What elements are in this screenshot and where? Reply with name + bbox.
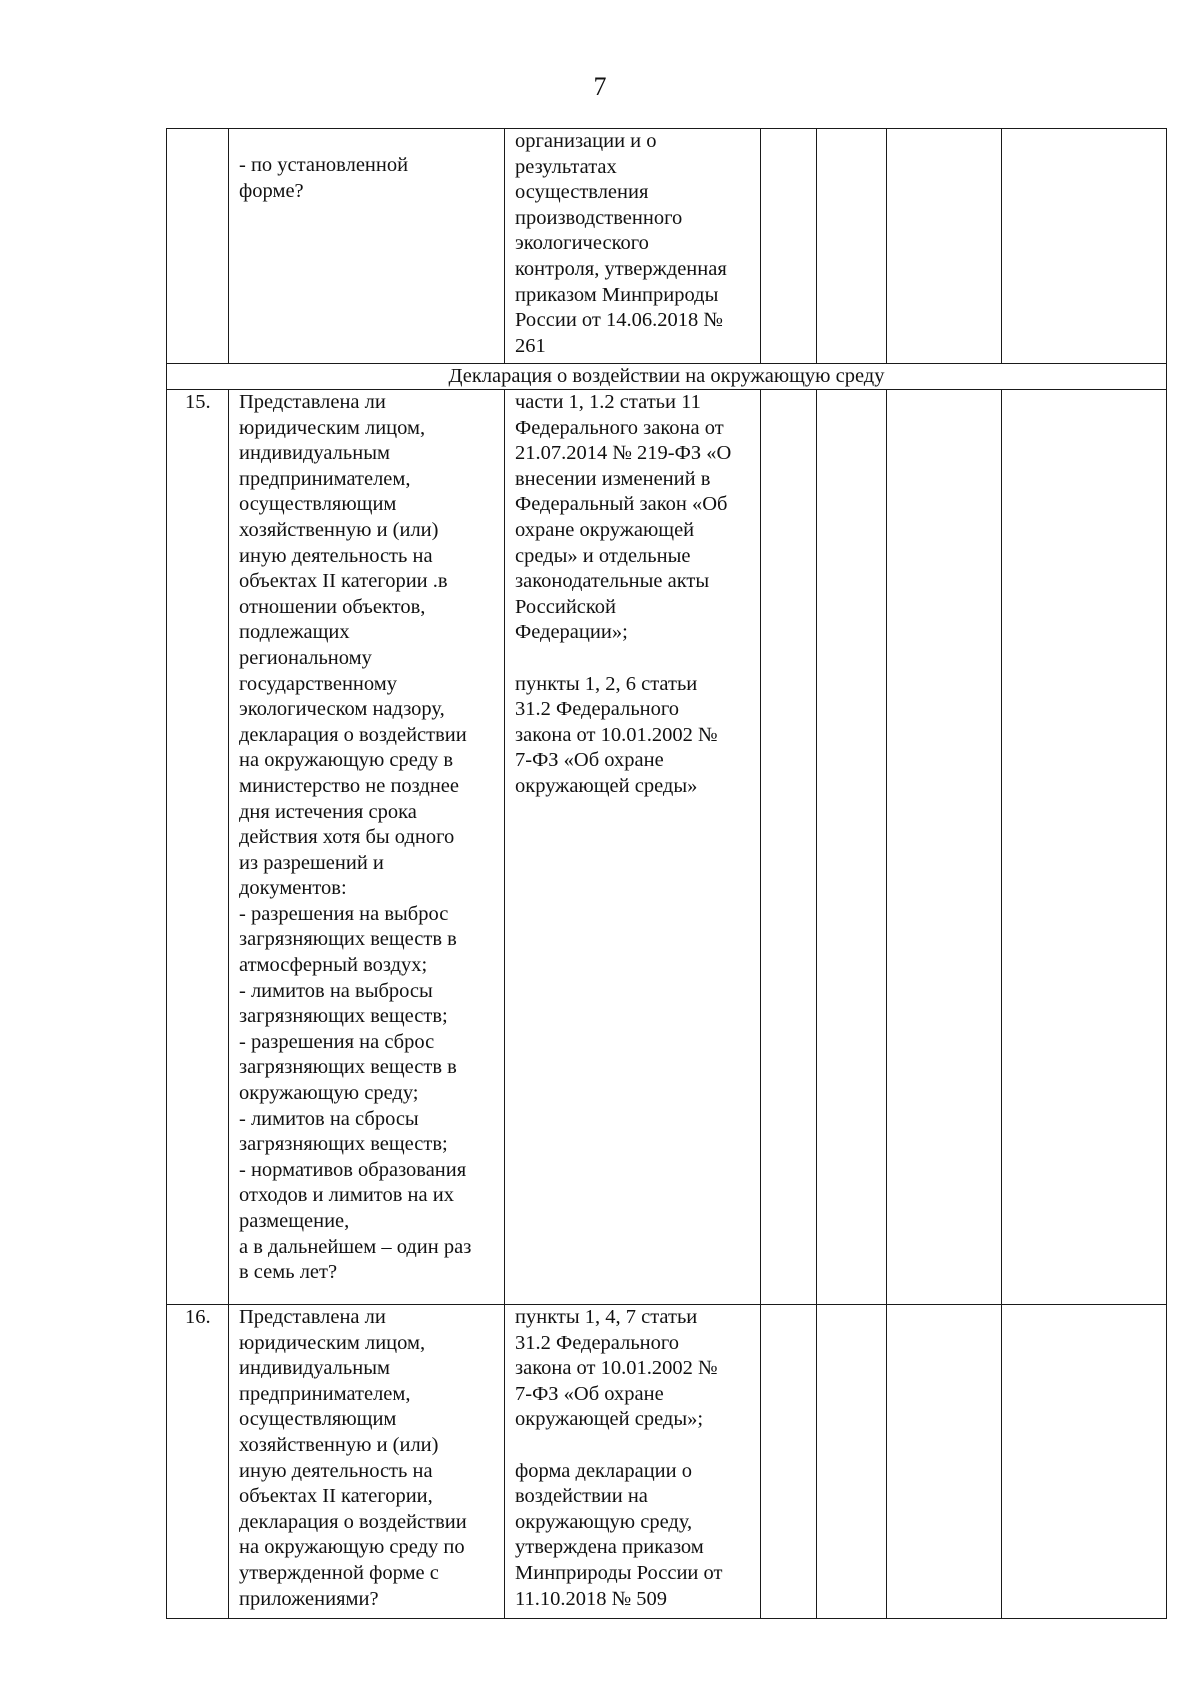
question-cell: Представлена ли юридическим лицом, индивидуальным предпринимателем, осуществляющим хозяйственную и (или) иную деятельность на объектах II категории, декларация о воздействии на окружающую среду по утвержденной форме с приложениями? [229, 1305, 505, 1619]
question-text: - по установленной форме? [239, 154, 409, 202]
question-cell: Представлена ли юридическим лицом, индивидуальным предпринимателем, осуществляющим хозяйственную и (или) иную деятельность на объектах II категории .в отношении объектов, подлежащих региональному государственному экологическом надзору, декларация о воздействии на окружающую среду в министерство не позднее дня истечения срока действия хотя бы одного из разрешений и документов: - разрешения на выброс загрязняющих веществ в атмосферный воздух; - лимитов на выбросы загрязняющих веществ; - разрешения на сброс загрязняющих веществ в окружающую среду; - лимитов на сбросы загрязняющих веществ; - нормативов образования отходов и лимитов на их размещение, а в дальнейшем – один раз в семь лет? [229, 390, 505, 1305]
note-cell [1002, 129, 1167, 364]
answer-yes-cell [761, 129, 817, 364]
answer-yes-cell [761, 390, 817, 1305]
answer-na-cell [887, 1305, 1002, 1619]
legal-basis-cell: части 1, 1.2 статьи 11 Федерального закона от 21.07.2014 № 219-ФЗ «О внесении изменений в Федеральный закон «Об охране окружающей среды» и отдельные законодательные акты Российской Федерации»; пункты 1, 2, 6 статьи 31.2 Федерального закона от 10.01.2002 № 7-ФЗ «Об охране окружающей среды» [505, 390, 761, 1305]
page-number: 7 [593, 72, 607, 101]
row-number-cell [167, 129, 229, 364]
section-title: Декларация о воздействии на окружающую среду [167, 364, 1167, 390]
note-cell [1002, 1305, 1167, 1619]
answer-yes-cell [761, 1305, 817, 1619]
row-number-cell: 16. [167, 1305, 229, 1619]
table-row [167, 390, 1167, 1305]
question-cell [229, 129, 505, 364]
note-cell [1002, 390, 1167, 1305]
checklist-table [166, 128, 1167, 1619]
answer-no-cell [817, 1305, 887, 1619]
answer-no-cell [817, 390, 887, 1305]
table-row [167, 1305, 1167, 1619]
legal-basis-cell: пункты 1, 4, 7 статьи 31.2 Федерального закона от 10.01.2002 № 7-ФЗ «Об охране окружающей среды»; форма декларации о воздействии на окружающую среду, утверждена приказом Минприроды России от 11.10.2018 № 509 [505, 1305, 761, 1619]
legal-basis-cell: организации и о результатах осуществления производственного экологического контроля, утвержденная приказом Минприроды России от 14.06.2018 № 261 [505, 129, 761, 364]
row-number-cell: 15. [167, 390, 229, 1305]
answer-na-cell [887, 129, 1002, 364]
section-header-row [167, 364, 1167, 390]
table-row-continued [167, 129, 1167, 364]
answer-no-cell [817, 129, 887, 364]
answer-na-cell [887, 390, 1002, 1305]
